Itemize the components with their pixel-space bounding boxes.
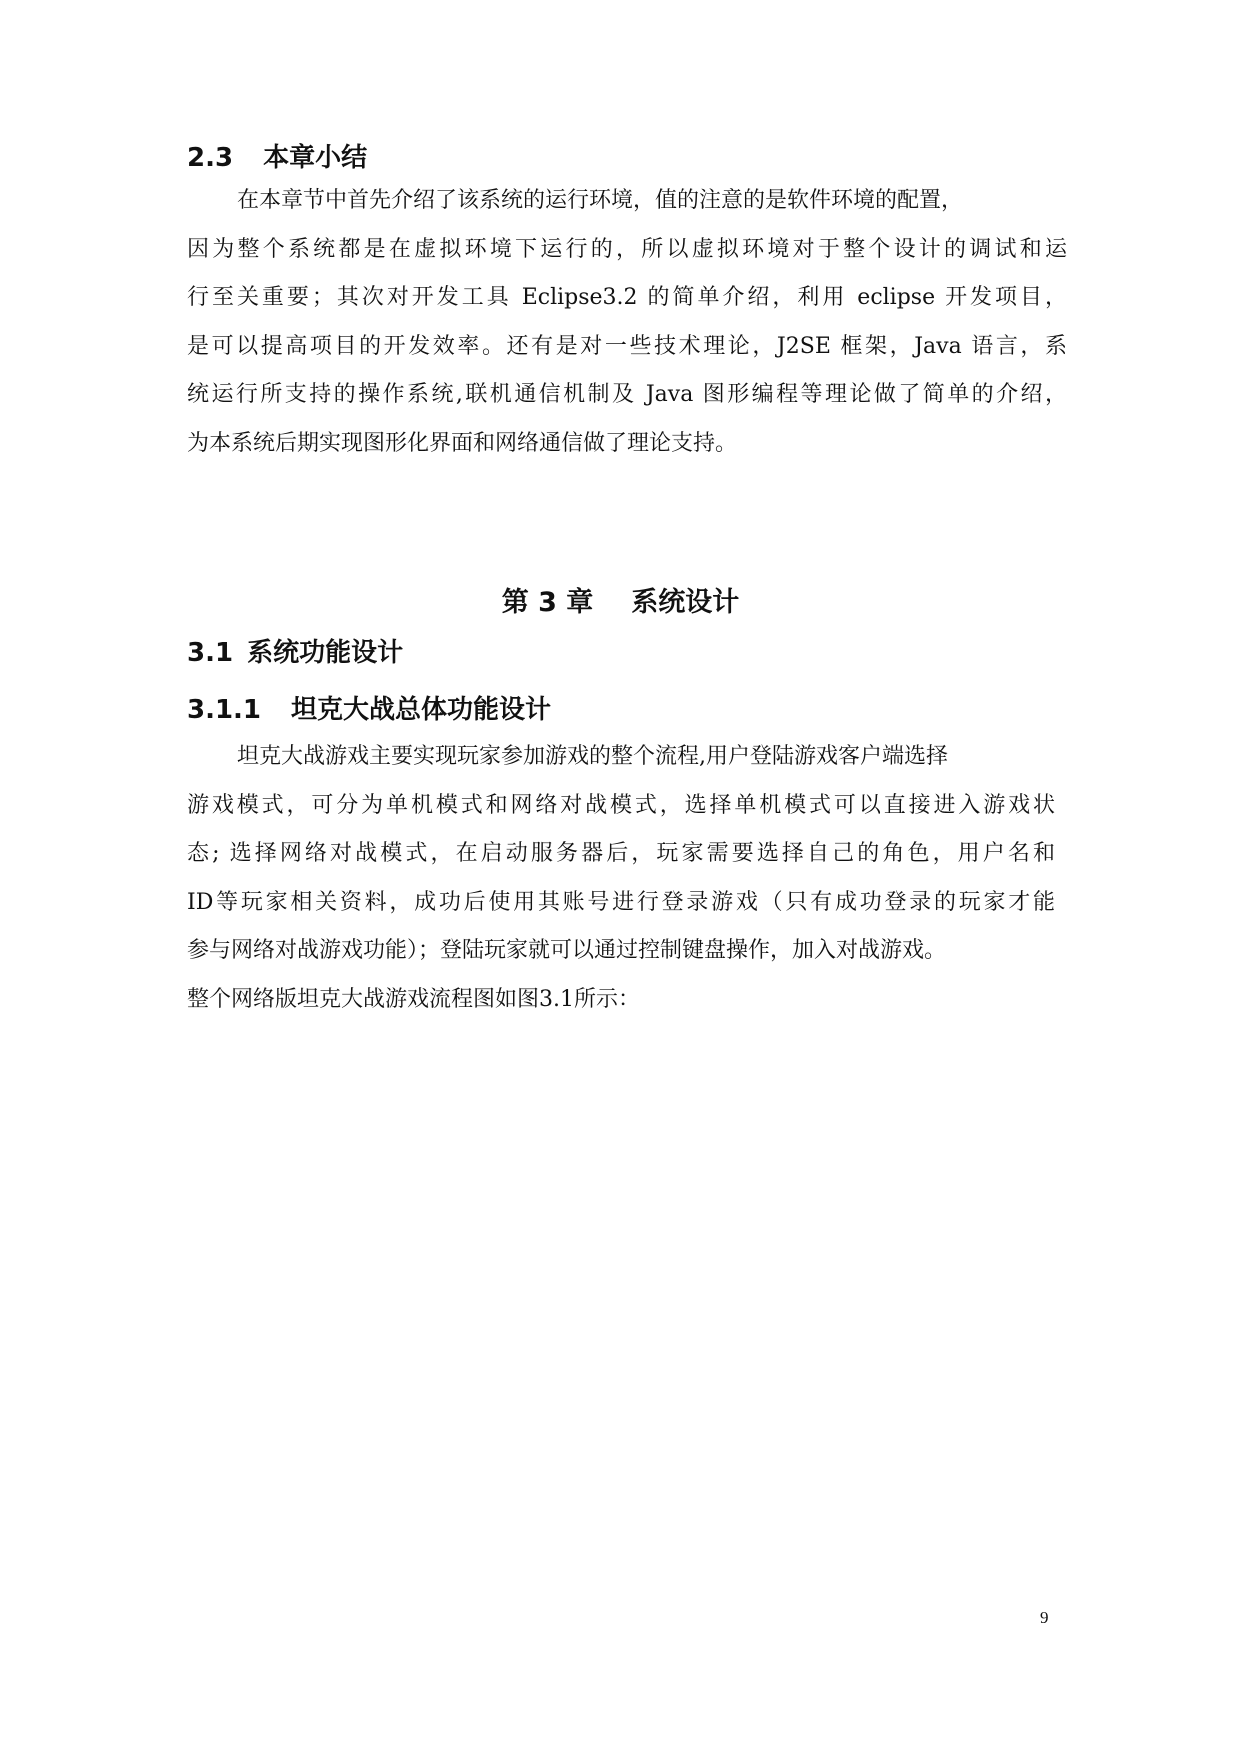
paragraph-line: 因为整个系统都是在虚拟环境下运行的，所以虚拟环境对于整个设计的调试和运 <box>187 236 1067 262</box>
overview-paragraph <box>187 733 1055 1025</box>
section-title: 本章小结 <box>263 143 368 173</box>
paragraph-line: 统运行所支持的操作系统,联机通信机制及 Java 图形编程等理论做了简单的介绍， <box>187 382 1067 408</box>
paragraph-line: 为本系统后期实现图形化界面和网络通信做了理论支持。 <box>187 430 738 456</box>
chapter-heading <box>0 580 1241 619</box>
section-title: 系统功能设计 <box>247 638 404 668</box>
paragraph-line: 坦克大战游戏主要实现玩家参加游戏的整个流程,用户登陆游戏客户端选择 <box>237 744 948 769</box>
paragraph-line: 态; 选择网络对战模式，在启动服务器后，玩家需要选择自己的角色，用户名和 <box>187 841 1055 867</box>
paragraph-line: 行至关重要；其次对开发工具 Eclipse3.2 的简单介绍，利用 eclipse 开发项目， <box>187 285 1067 311</box>
summary-paragraph <box>187 177 1067 469</box>
paragraph-line: 整个网络版坦克大战游戏流程图如图3.1所示： <box>187 986 640 1012</box>
section-number: 2.3 <box>187 143 234 173</box>
section-heading-3-1 <box>187 632 403 669</box>
paragraph-line: ID等玩家相关资料，成功后使用其账号进行登录游戏（只有成功登录的玩家才能 <box>187 889 1055 915</box>
section-title: 坦克大战总体功能设计 <box>291 695 552 725</box>
paragraph-line: 是可以提高项目的开发效率。还有是对一些技术理论，J2SE 框架，Java 语言，系 <box>187 333 1067 359</box>
section-number: 3.1 <box>187 638 234 668</box>
paragraph-line: 游戏模式，可分为单机模式和网络对战模式，选择单机模式可以直接进入游戏状 <box>187 792 1055 818</box>
section-heading-3-1-1 <box>187 689 551 726</box>
chapter-number: 第 3 章 <box>501 587 594 618</box>
paragraph-line: 参与网络对战游戏功能）；登陆玩家就可以通过控制键盘操作，加入对战游戏。 <box>187 938 947 964</box>
chapter-title: 系统设计 <box>631 587 740 618</box>
section-number: 3.1.1 <box>187 695 262 725</box>
section-heading-2-3 <box>187 137 367 174</box>
page-number: 9 <box>1040 1608 1049 1627</box>
paragraph-line: 在本章节中首先介绍了该系统的运行环境，值的注意的是软件环境的配置， <box>237 188 964 213</box>
